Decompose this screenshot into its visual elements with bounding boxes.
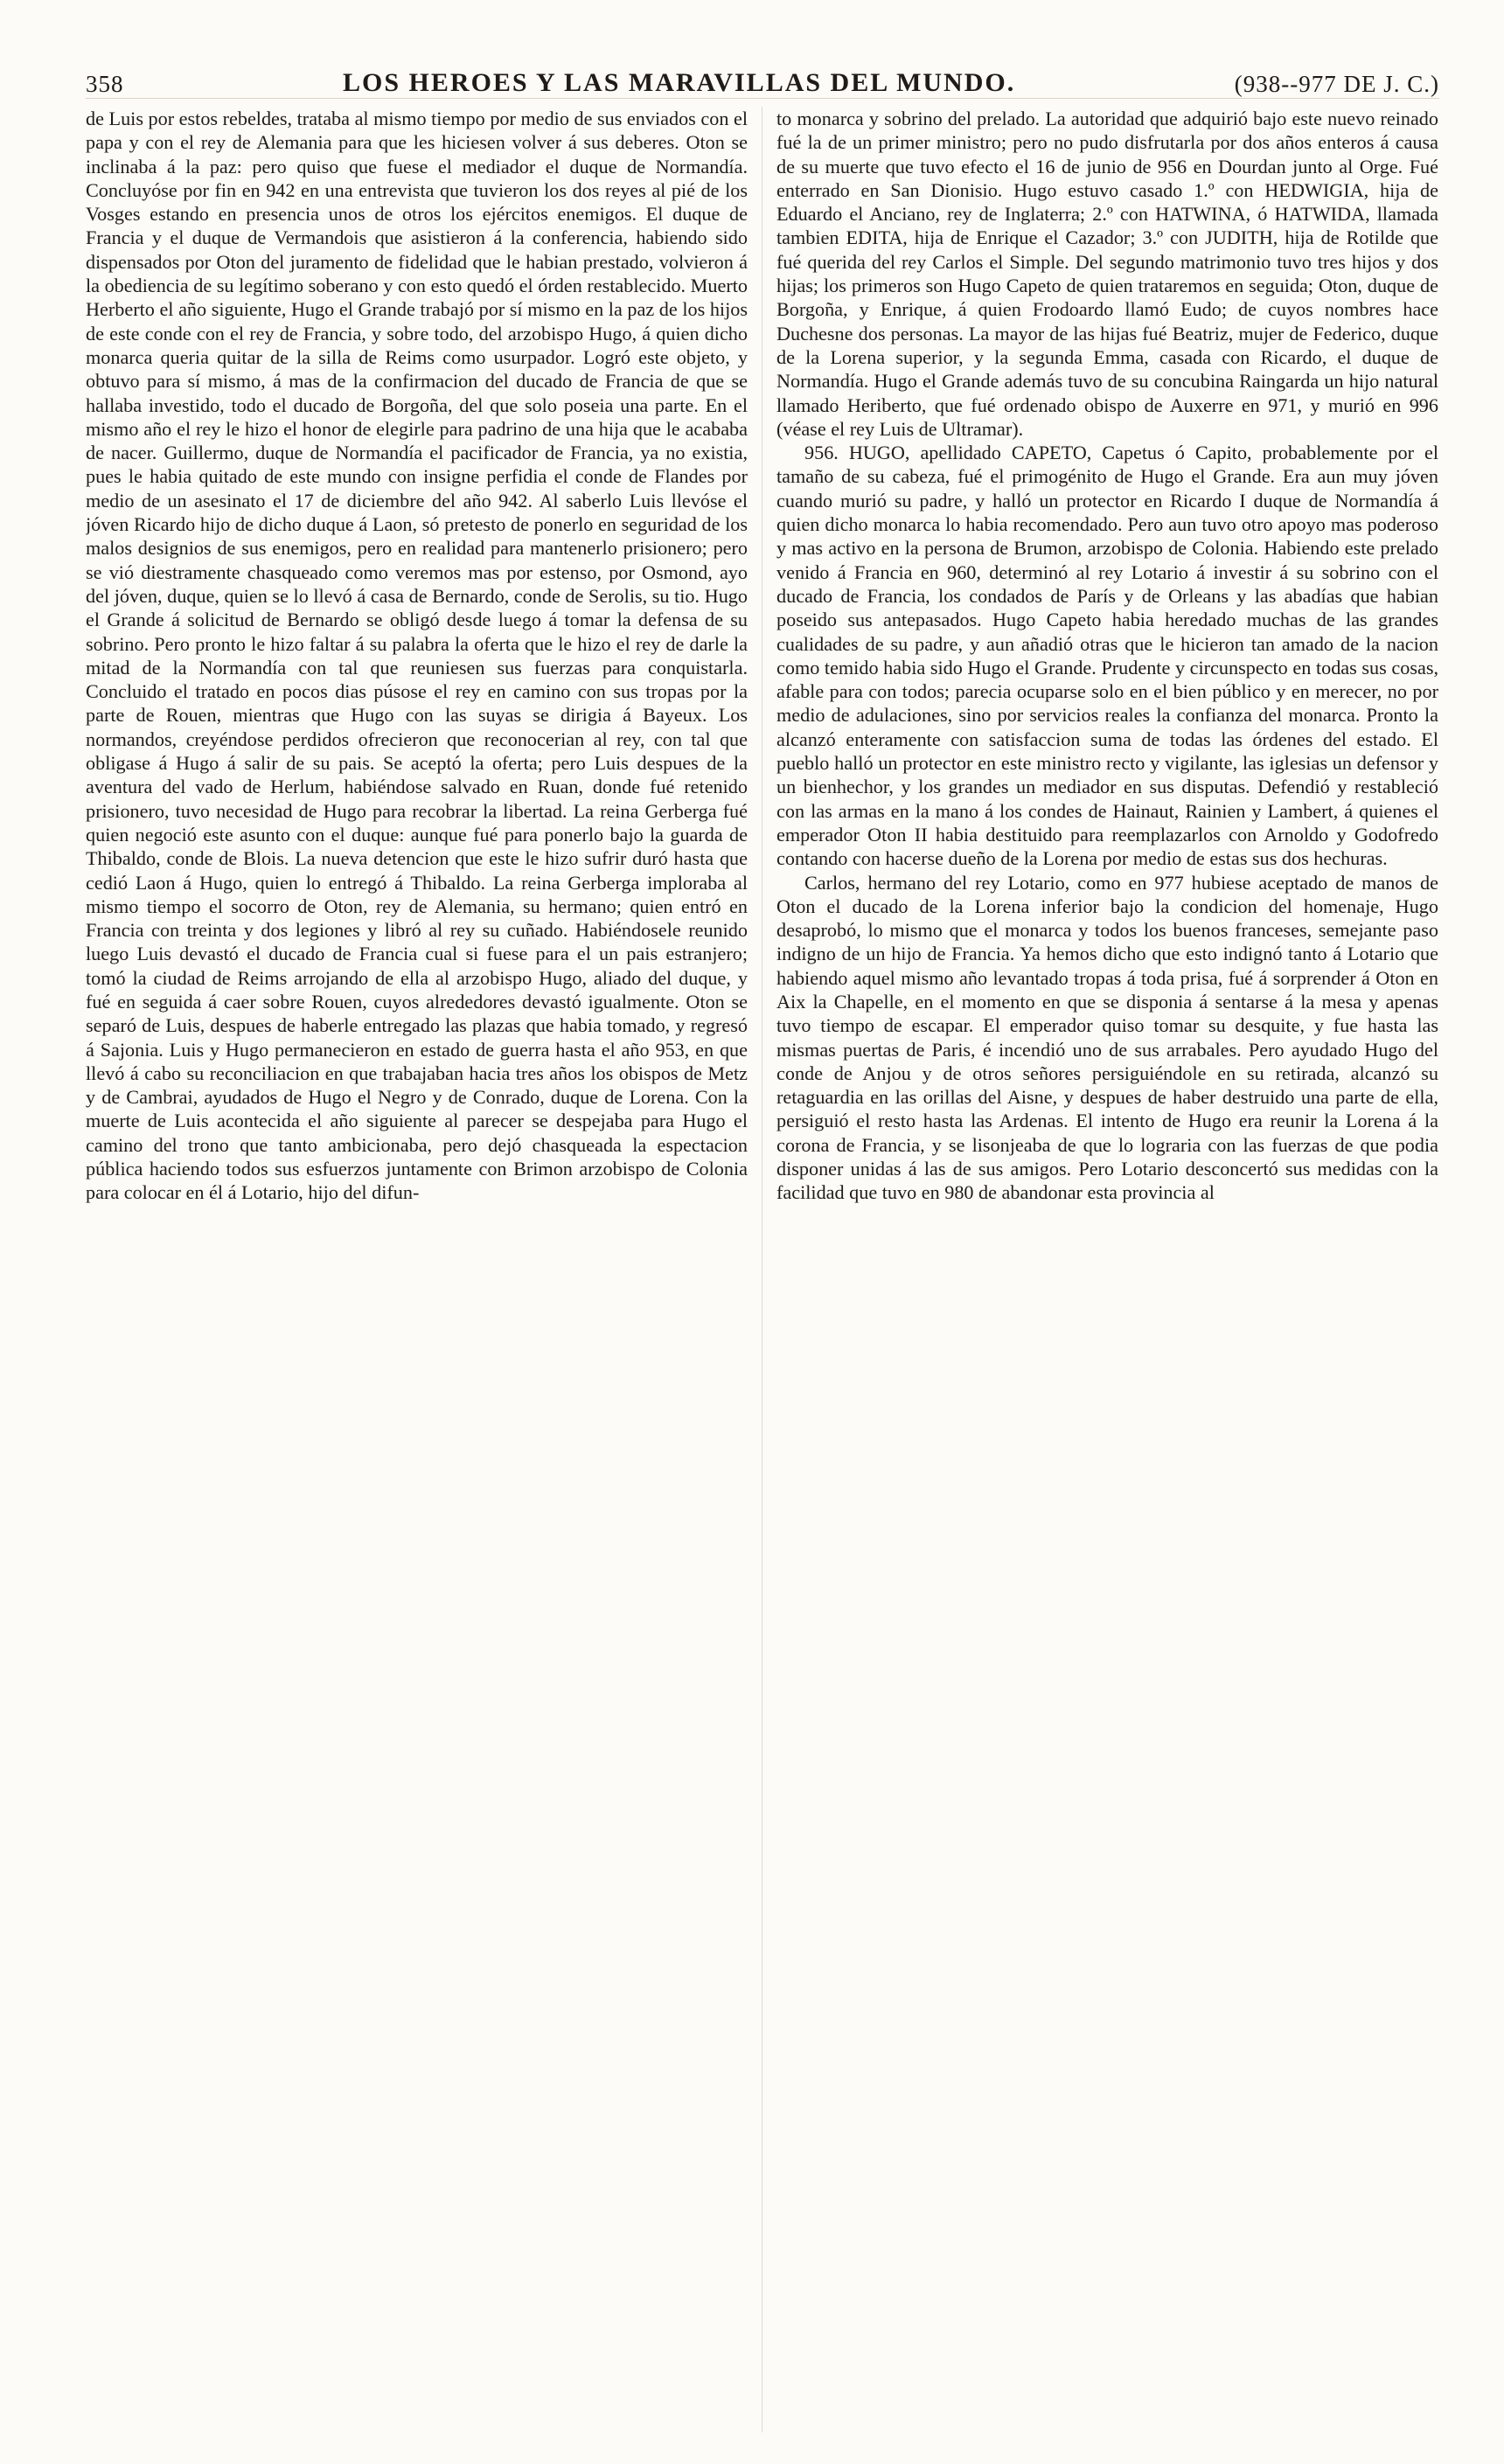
right-paragraph-2: 956. HUGO, apellidado CAPETO, Capetus ó Capito, probablemente por el tamaño de su cabeza, fué el primogénito de Hugo el Grande. Era aun muy jóven cuando murió su padre, y halló un protector en Ricardo I duque de Normandía á quien dicho monarca lo habia recomendado. Pero aun tuvo otro apoyo mas poderoso y mas activo en la persona de Brumon, arzobispo de Colonia. Habiendo este prelado venido á Francia en 960, determinó al rey Lotario á investir á su sobrino con el ducado de Francia, los condados de París y de Orleans y las abadías que habian poseido sus antepasados. Hugo Capeto habia heredado muchas de las grandes cualidades de su padre, y aun añadió otras que le hicieron tan amado de la nacion como temido habia sido Hugo el Grande. Prudente y circunspecto en todas sus cosas, afable para con todos; parecia ocuparse solo en el bien público y en merecer, no por medio de adulaciones, sino por servicios reales la confianza del monarca. Pronto la alcanzó enteramente con satisfaccion suma de todas las órdenes del estado. El pueblo halló un protector en este ministro recto y vigilante, las iglesias un defensor y un bienhechor, y los grandes un mediador en sus disputas. Defendió y restableció con las armas en la mano á los condes de Hainaut, Rainien y Lambert, á quienes el emperador Oton II habia destituido para reemplazarlos con Arnoldo y Godofredo contando con hacerse dueño de la Lorena por medio de estas sus dos hechuras.	[776, 442, 1438, 870]
left-paragraph-1: de Luis por estos rebeldes, trataba al mismo tiempo por medio de sus enviados con el papa y con el rey de Alemania para que les hiciesen volver á sus deberes. Oton se inclinaba á la paz: pero quiso que fuese el mediador el duque de Normandía. Concluyóse por fin en 942 en una entrevista que tuvieron los dos reyes al pié de los Vosges estando en presencia unos de otros los ejércitos enemigos. El duque de Francia y el duque de Vermandois que asistieron á la conferencia, habiendo sido dispensados por Oton del juramento de fidelidad que le habian prestado, volvieron á la obediencia de su legítimo soberano y con esto quedó el órden restablecido. Muerto Herberto el año siguiente, Hugo el Grande trabajó por sí mismo en la paz de los hijos de este conde con el rey de Francia, y sobre todo, del arzobispo Hugo, á quien dicho monarca queria quitar de la silla de Reims como usurpador. Logró este objeto, y obtuvo para sí mismo, á mas de la confirmacion del ducado de Francia de que se hallaba investido, todo el ducado de Borgoña, del que solo poseia una parte. En el mismo año el rey le hizo el honor de elegirle para padrino de una hija que le acababa de nacer. Guillermo, duque de Normandía el pacificador de Francia, ya no existia, pues le habia quitado de este mundo con insigne perfidia el conde de Flandes por medio de un asesinato el 17 de diciembre del año 942. Al saberlo Luis llevóse el jóven Ricardo hijo de dicho duque á Laon, só pretesto de ponerlo en seguridad de los malos designios de sus enemigos, pero en realidad para mantenerlo prisionero; pero se vió diestramente chasqueado como veremos mas por estenso, por Osmond, ayo del jóven, duque, quien se lo llevó á casa de Bernardo, conde de Serolis, su tio. Hugo el Grande á solicitud de Bernardo se obligó desde luego á tomar la defensa de su sobrino. Pero pronto le hizo faltar á su palabra la oferta que le hizo el rey de darle la mitad de la Normandía con tal que reuniesen sus fuerzas para conquistarla. Concluido el tratado en pocos dias púsose el rey en camino con sus tropas por la parte de Rouen, mientras que Hugo con las suyas se dirigia á Bayeux. Los normandos, creyéndose perdidos ofrecieron que reconocerian al rey, con tal que obligase á Hugo á salir de su pais. Se aceptó la oferta; pero Luis despues de la aventura del vado de Herlum, habiéndose salvado en Ruan, donde fué retenido prisionero, tuvo necesidad de Hugo para recobrar la libertad. La reina Gerberga fué quien negoció este asunto con el duque: aunque fué para ponerlo bajo la guarda de Thibaldo, conde de Blois. La nueva detencion que este le hizo sufrir duró hasta que cedió Laon á Hugo, quien lo entregó á Thibaldo. La reina Gerberga imploraba al mismo tiempo el socorro de Oton, rey de Alemania, su hermano; quien entró en Francia con treinta y dos legiones y libró al rey su cuñado. Habiéndosele reunido luego Luis devastó el ducado de Francia cual si fuese para el un pais estranjero; tomó la ciudad de Reims arrojando de ella al arzobispo Hugo, aliado del duque, y fué en seguida á caer sobre Rouen, cuyos alrededores devastó igualmente. Oton se separó de Luis, despues de haberle entregado las plazas que habia tomado, y regresó á Sajonia. Luis y Hugo permanecieron en estado de guerra hasta el año 953, en que llevó á cabo su reconciliacion en que trabajaban hacia tres años los obispos de Metz y de Cambrai, ayudados de Hugo el Negro y de Conrado, duque de Lorena. Con la muerte de Luis acontecida el año siguiente al parecer se despejaba para Hugo el camino del trono que tanto ambicionaba, pero dejó chasqueada la espectacion pública haciendo todos sus esfuerzos juntamente con Brimon arzobispo de Colonia para colocar en él á Lotario, hijo del difun-	[86, 108, 748, 1204]
date-range: (938--977 DE J. C.)	[1234, 71, 1439, 97]
right-column	[776, 107, 1438, 2433]
text-columns	[86, 107, 1439, 2433]
page-number: 358	[86, 71, 124, 97]
right-paragraph-3: Carlos, hermano del rey Lotario, como en 977 hubiese aceptado de manos de Oton el ducado de la Lorena inferior bajo la condicion del homenaje, Hugo desaprobó, lo mismo que el monarca y todos los buenos franceses, semejante paso indigno de un hijo de Francia. Ya hemos dicho que esto indignó tanto á Lotario que habiendo aquel mismo año levantado tropas á toda prisa, fué á sorprender á Oton en Aix la Chapelle, en el momento en que se disponia á sentarse á la mesa y apenas tuvo tiempo de escapar. El emperador quiso tomar su desquite, y fue hasta las mismas puertas de Paris, é incendió uno de sus arrabales. Pero ayudado Hugo del conde de Anjou y de otros señores persiguiéndole en su retirada, alcanzó su retaguardia en las orillas del Aisne, y despues de haber destruido una parte de ella, persiguió el resto hasta las Ardenas. El intento de Hugo era reunir la Lorena á la corona de Francia, y se lisonjeaba de que lo lograria con las fuerzas de que podia disponer unidas á las de sus amigos. Pero Lotario desconcertó sus medidas con la facilidad que tuvo en 980 de abandonar esta provincia al	[776, 871, 1438, 1204]
right-paragraph-1: to monarca y sobrino del prelado. La autoridad que adquirió bajo este nuevo reinado fué la de un primer ministro; pero no pudo disfrutarla por dos años enteros á causa de su muerte que tuvo efecto el 16 de junio de 956 en Dourdan junto al Orge. Fué enterrado en San Dionisio. Hugo estuvo casado 1.º con HEDWIGIA, hija de Eduardo el Anciano, rey de Inglaterra; 2.º con HATWINA, ó HATWIDA, llamada tambien EDITA, hija de Enrique el Cazador; 3.º con JUDITH, hija de Rotilde que fué querida del rey Carlos el Simple. Del segundo matrimonio tuvo tres hijos y dos hijas; los primeros son Hugo Capeto de quien trataremos en seguida; Oton, duque de Borgoña, y Enrique, á quien Frodoardo llamó Eudo; de cuyos nombres hace Duchesne dos personas. La mayor de las hijas fué Beatriz, mujer de Federico, duque de la Lorena superior, y la segunda Emma, casada con Ricardo, el duque de Normandía. Hugo el Grande además tuvo de su concubina Raingarda un hijo natural llamado Heriberto, que fué ordenado obispo de Auxerre en 971, y murió en 996 (véase el rey Luis de Ultramar).	[776, 108, 1438, 440]
page-header	[86, 52, 1439, 99]
running-title: LOS HEROES Y LAS MARAVILLAS DEL MUNDO.	[343, 68, 1016, 97]
left-column	[86, 107, 748, 2433]
